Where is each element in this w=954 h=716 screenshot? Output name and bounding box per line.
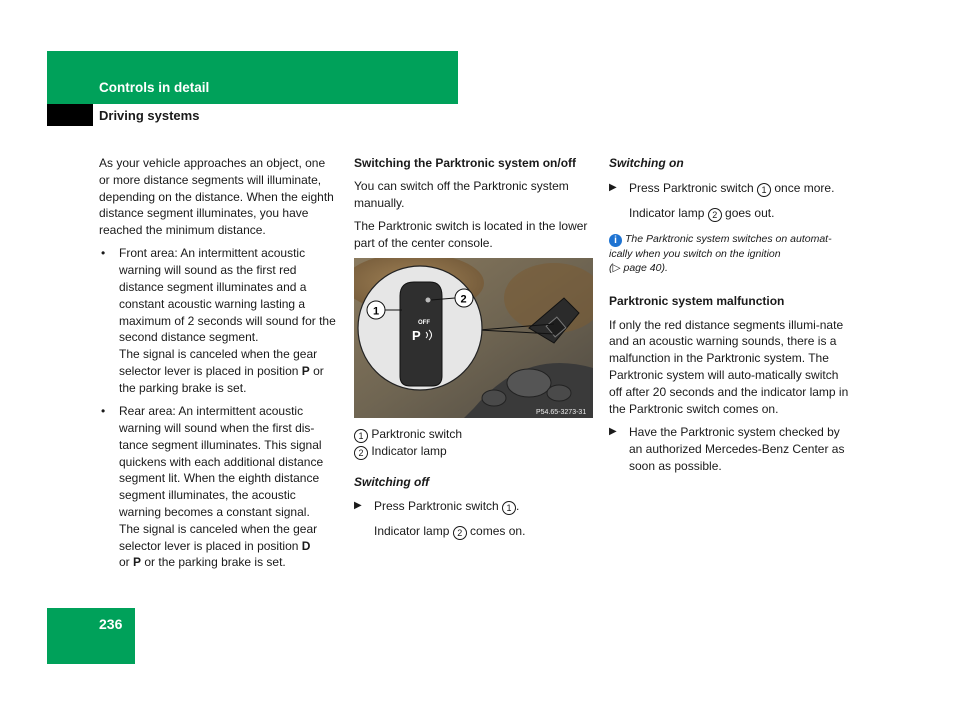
column-2 bbox=[354, 155, 594, 546]
switch-heading: Switching the Parktronic system on/off bbox=[354, 156, 577, 170]
malfunction-heading: Parktronic system malfunction bbox=[609, 293, 785, 308]
legend-text-1: Parktronic switch bbox=[371, 427, 463, 442]
malfunction-text: If only the red distance segments illumi-nate and an acoustic warning sounds, there is a malfunction in the Parktronic system. The Parktronic system will auto-matically switch off after 20 seconds and the indicator lamp in the Parktronic switch comes on. bbox=[609, 317, 849, 416]
switch-on-step bbox=[609, 180, 849, 197]
on-result-num: 2 bbox=[708, 208, 722, 222]
legend-text-2: Indicator lamp bbox=[371, 444, 447, 459]
on-step-text: Press Parktronic switch bbox=[629, 180, 758, 195]
info-note-text: The Parktronic system switches on automat-ically when you switch on the ignition bbox=[609, 232, 832, 260]
on-step-num: 1 bbox=[757, 183, 771, 197]
legend-num-2: 2 bbox=[354, 446, 368, 460]
or-text: or bbox=[119, 555, 134, 570]
rear-area-text: Rear area: An intermittent acoustic warning will sound when the first dis-tance segment illuminates. This signal quickens with each additional distance segment lit. When the eighth distance segment illuminates, the acoustic warning becomes a constant signal. bbox=[119, 404, 324, 519]
gear-d: D bbox=[301, 538, 311, 553]
off-result-num: 2 bbox=[453, 526, 467, 540]
on-result-text: Indicator lamp bbox=[629, 205, 708, 220]
switch-off-label: OFF bbox=[418, 320, 430, 327]
switch-p2: The Parktronic switch is located in the lower part of the center console. bbox=[354, 219, 588, 251]
page-ref-arrow-icon: ▷ bbox=[612, 261, 621, 274]
switch-off-result bbox=[354, 523, 594, 540]
off-result-text: Indicator lamp bbox=[374, 523, 453, 538]
switching-off-heading: Switching off bbox=[354, 475, 430, 490]
malfunction-step bbox=[609, 424, 849, 474]
off-step-post: . bbox=[516, 498, 520, 513]
list-item-front bbox=[99, 245, 339, 396]
step-arrow-icon: ▶ bbox=[354, 499, 362, 511]
legend-item-1 bbox=[354, 426, 594, 443]
callout-2: 2 bbox=[460, 293, 467, 306]
step-arrow-icon: ▶ bbox=[609, 426, 617, 438]
callout-1: 1 bbox=[373, 305, 380, 318]
off-step-text: Press Parktronic switch bbox=[374, 498, 503, 513]
gear-p: P bbox=[301, 364, 310, 379]
list-item-rear bbox=[99, 403, 339, 571]
front-cancel-post: or the parking brake is set. bbox=[119, 364, 324, 395]
switch-p1: You can switch off the Parktronic system manually. bbox=[354, 179, 569, 211]
front-area-text: Front area: An intermittent acoustic warning will sound as the first red distance segment illuminates and a constant acoustic warning lasting a maximum of 2 seconds will sound for the second distance segment. bbox=[119, 246, 336, 345]
page-number: 236 bbox=[99, 616, 123, 632]
rear-cancel-text: The signal is canceled when the gear selector lever is placed in position bbox=[119, 521, 318, 553]
subsection-marker bbox=[47, 104, 93, 126]
legend-num-1: 1 bbox=[354, 429, 368, 443]
switch-p-label: P bbox=[412, 328, 421, 344]
on-step-post: once more. bbox=[771, 180, 835, 195]
info-icon: i bbox=[609, 234, 622, 247]
malfunction-step-text: Have the Parktronic system checked by an authorized Mercedes-Benz Center as soon as possible. bbox=[629, 425, 845, 473]
legend-item-2 bbox=[354, 443, 594, 460]
warning-list bbox=[99, 245, 339, 571]
photo-code: P54.65-3273-31 bbox=[536, 409, 587, 417]
off-result-post: comes on. bbox=[466, 523, 526, 538]
note-ref-open: ( bbox=[609, 261, 613, 274]
off-step-num: 1 bbox=[502, 501, 516, 515]
section-title: Controls in detail bbox=[99, 80, 210, 95]
switch-off-step bbox=[354, 498, 594, 515]
column-3 bbox=[609, 155, 849, 481]
rear-cancel-post: or the parking brake is set. bbox=[141, 555, 286, 570]
on-result-post: goes out. bbox=[721, 205, 775, 220]
front-cancel-text: The signal is canceled when the gear selector lever is placed in position bbox=[119, 347, 318, 379]
gear-p-2: P bbox=[133, 555, 142, 570]
switch-on-result bbox=[609, 205, 849, 222]
intro-paragraph: As your vehicle approaches an object, one or more distance segments will illuminate, depending on the distance. When the eighth distance segment illuminates, you have reached the minimum distance. bbox=[99, 156, 334, 238]
step-arrow-icon: ▶ bbox=[609, 181, 617, 193]
subsection-title: Driving systems bbox=[99, 108, 200, 123]
console-photo bbox=[354, 258, 593, 418]
note-ref-text: page 40). bbox=[620, 261, 668, 274]
column-1 bbox=[99, 155, 339, 578]
switching-on-heading: Switching on bbox=[609, 156, 684, 170]
info-note bbox=[609, 232, 849, 275]
